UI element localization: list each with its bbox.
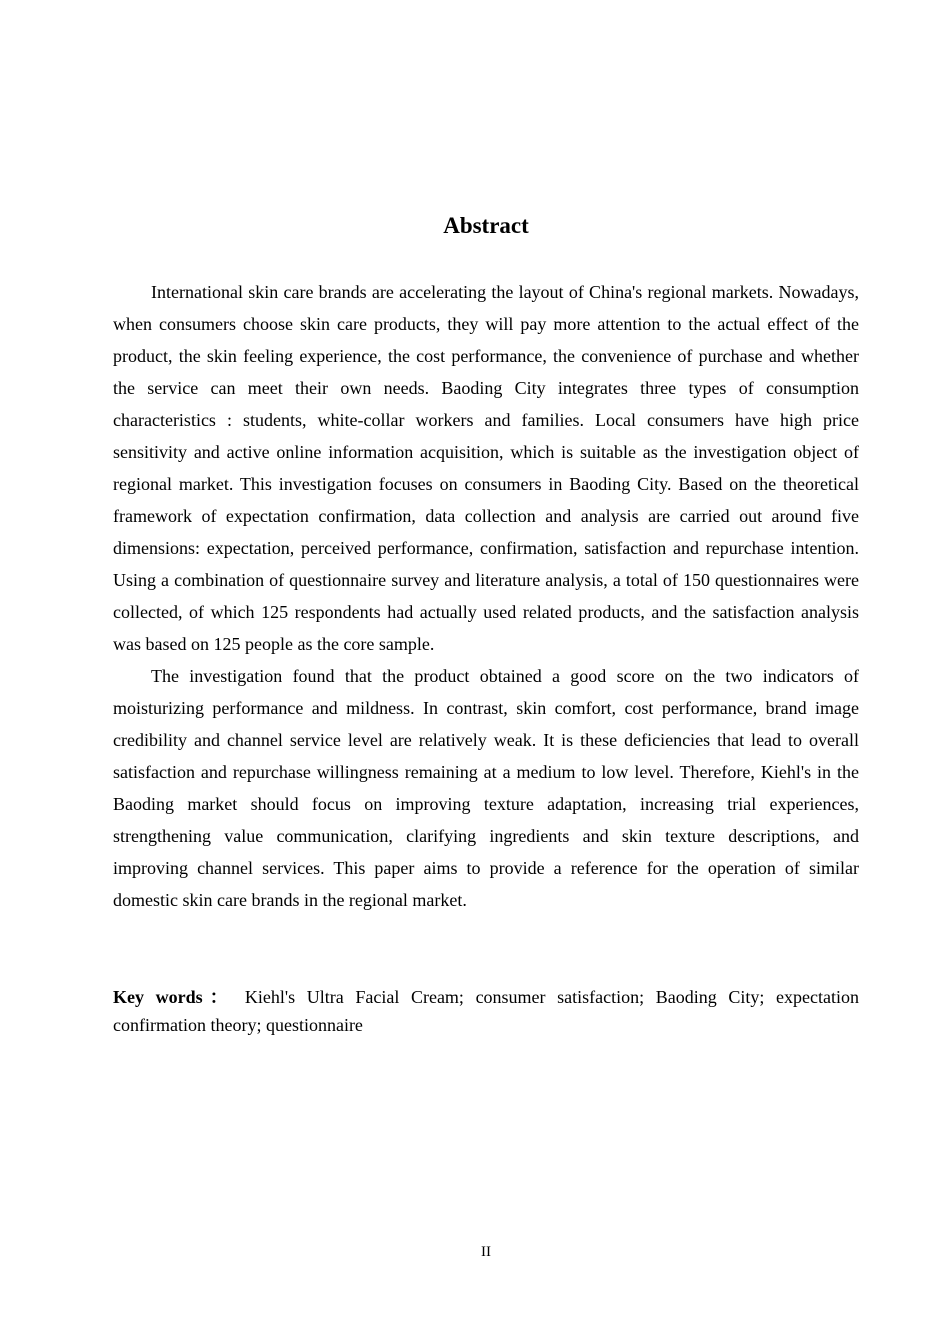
abstract-body bbox=[113, 276, 859, 916]
abstract-paragraph-1: International skin care brands are accelerating the layout of China's regional markets. Nowadays, when consumers choose skin care products, they will pay more attention to the actual effect of the product, the skin feeling experience, the cost performance, the convenience of purchase and whether the service can meet their own needs. Baoding City integrates three types of consumption characteristics : students, white-collar workers and families. Local consumers have high price sensitivity and active online information acquisition, which is suitable as the investigation object of regional market. This investigation focuses on consumers in Baoding City. Based on the theoretical framework of expectation confirmation, data collection and analysis are carried out around five dimensions: expectation, perceived performance, confirmation, satisfaction and repurchase intention. Using a combination of questionnaire survey and literature analysis, a total of 150 questionnaires were collected, of which 125 respondents had actually used related products, and the satisfaction analysis was based on 125 people as the core sample. bbox=[113, 282, 859, 654]
keywords-label: Key words： bbox=[113, 987, 235, 1007]
keywords-text: Kiehl's Ultra Facial Cream; consumer satisfaction; Baoding City; expectation confirmation theory; questionnaire bbox=[113, 987, 859, 1035]
abstract-paragraph-2: The investigation found that the product obtained a good score on the two indicators of moisturizing performance and mildness. In contrast, skin comfort, cost performance, brand image credibility and channel service level are relatively weak. It is these deficiencies that lead to overall satisfaction and repurchase willingness remaining at a medium to low level. Therefore, Kiehl's in the Baoding market should focus on improving texture adaptation, increasing trial experiences, strengthening value communication, clarifying ingredients and skin texture descriptions, and improving channel services. This paper aims to provide a reference for the operation of similar domestic skin care brands in the regional market. bbox=[113, 666, 859, 910]
page-number: II bbox=[481, 1244, 491, 1260]
keywords-section bbox=[113, 983, 859, 1039]
abstract-title: Abstract bbox=[443, 213, 529, 238]
